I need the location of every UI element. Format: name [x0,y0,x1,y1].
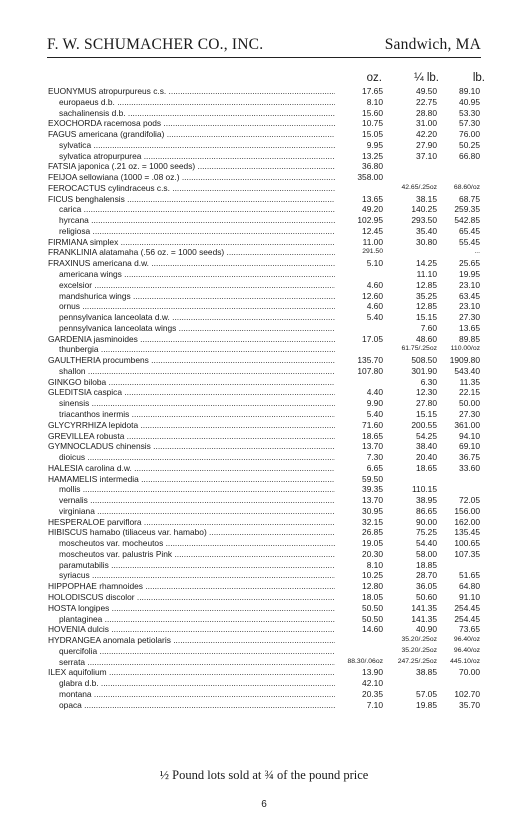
price-quarter-lb: 48.60 [416,333,437,344]
species-name: paramutabilis ..... [59,560,335,571]
price-lb: 23.10 [459,279,480,290]
price-oz: 10.75 [362,118,383,129]
species-name: EXOCHORDA racemosa pods ..... [48,118,335,129]
price-quarter-lb: 40.90 [416,624,437,635]
species-name: GREVILLEA robusta ..... [48,431,335,442]
list-item [48,657,484,668]
list-item [48,237,484,248]
price-quarter-lb: 301.90 [411,365,437,376]
price-lb: 25.65 [459,258,480,269]
list-item [48,108,484,119]
price-list [48,86,484,710]
species-name: vernalis ..... [59,495,335,506]
price-oz: 36.80 [362,161,383,172]
price-oz: 11.00 [362,236,383,247]
species-name: FRANKLINIA alatamaha (.56 oz. = 1000 seeds) ..... [48,247,335,258]
price-lb: 96.40/oz [453,646,480,654]
price-quarter-lb: 58.00 [416,548,437,559]
species-name: FIRMIANA simplex ..... [48,237,335,248]
list-item [48,463,484,474]
price-oz: 13.25 [362,150,383,161]
list-item [48,560,484,571]
price-quarter-lb: 141.35 [411,602,437,613]
price-lb: 50.25 [459,139,480,150]
list-item [48,172,484,183]
price-lb: 107.35 [454,548,480,559]
price-quarter-lb: 15.15 [416,408,437,419]
price-quarter-lb: 18.65 [416,462,437,473]
price-quarter-lb: 38.15 [416,193,437,204]
species-name: HOSTA longipes ..... [48,603,335,614]
price-quarter-lb: 200.55 [411,419,437,430]
species-name: syriacus ..... [59,570,335,581]
price-quarter-lb: 49.50 [416,86,437,96]
company-name: F. W. SCHUMACHER CO., INC. [47,36,264,53]
price-oz: 17.05 [362,333,383,344]
price-quarter-lb: 110.15 [412,484,437,495]
price-lb: 162.00 [454,516,480,527]
price-lb: 63.45 [459,290,480,301]
list-item [48,387,484,398]
price-lb: 89.10 [459,86,480,96]
price-lb: 102.70 [454,688,480,699]
price-oz: 39.35 [362,484,383,495]
price-lb: 542.85 [454,215,480,226]
price-oz: 49.20 [362,204,383,215]
price-oz: 30.95 [362,505,383,516]
price-lb: 1909.80 [449,355,480,366]
list-item [48,183,484,194]
species-name: hyrcana ..... [59,215,335,226]
price-oz: 102.95 [357,215,383,226]
price-quarter-lb: 18.85 [416,559,437,570]
list-item [48,581,484,592]
column-header-oz: oz. [366,72,382,84]
list-item [48,355,484,366]
species-name: GYMNOCLADUS chinensis ..... [48,441,335,452]
price-quarter-lb: 14.25 [416,258,437,269]
list-item [48,614,484,625]
price-lb: 23.10 [459,301,480,312]
species-name: FEIJOA sellowiana (1000 = .08 oz.) ..... [48,172,335,183]
price-oz: 13.70 [362,441,383,452]
price-oz: 6.65 [366,462,383,473]
list-item [48,667,484,678]
price-quarter-lb: 75.25 [416,527,437,538]
price-lb: 91.10 [459,591,480,602]
price-lb: 254.45 [454,602,480,613]
species-name: HOLODISCUS discolor ..... [48,592,335,603]
list-item [48,377,484,388]
list-item [48,366,484,377]
list-item [48,592,484,603]
species-name: moscheutos var. palustris Pink ..... [59,549,335,560]
species-name: HOVENIA dulcis ..... [48,624,335,635]
price-oz: 50.50 [362,613,383,624]
price-oz: 8.10 [366,559,383,570]
price-quarter-lb: 35.40 [416,225,437,236]
price-lb: 50.00 [459,398,480,409]
list-item [48,538,484,549]
list-item [48,452,484,463]
column-header-lb: lb. [472,72,485,84]
price-lb: 70.00 [459,667,480,678]
price-quarter-lb: 90.00 [416,516,437,527]
price-oz: 18.65 [362,430,383,441]
price-quarter-lb: 15.15 [416,312,437,323]
list-item [48,635,484,646]
list-item [48,129,484,140]
price-quarter-lb: 247.25/.25oz [397,657,437,665]
species-name: ILEX aquifolium ..... [48,667,335,678]
price-oz: 358.00 [357,172,383,183]
page-header [47,36,481,56]
species-name: FEROCACTUS cylindraceus c.s. ..... [48,183,335,194]
species-name: moscheutos var. mocheutos ..... [59,538,335,549]
price-quarter-lb: 30.80 [416,236,437,247]
price-lb: 13.65 [459,322,480,333]
list-item [48,431,484,442]
price-lb: 27.30 [459,408,480,419]
price-lb: 94.10 [459,430,480,441]
species-name: dioicus ..... [59,452,335,463]
list-item [48,291,484,302]
list-item [48,269,484,280]
price-lb: 73.65 [459,624,480,635]
price-lb: 68.75 [459,193,480,204]
price-lb: 69.10 [459,441,480,452]
price-quarter-lb: 50.60 [416,591,437,602]
price-quarter-lb: 42.20 [416,129,437,140]
price-quarter-lb: 36.05 [416,581,437,592]
price-oz: 4.40 [366,387,383,398]
list-item [48,495,484,506]
species-name: GARDENIA jasminoides ..... [48,334,335,345]
price-oz: 50.50 [362,602,383,613]
species-name: GLYCYRRHIZA lepidota ..... [48,420,335,431]
price-quarter-lb: 38.85 [416,667,437,678]
price-lb: 65.45 [459,225,480,236]
price-quarter-lb: 35.20/.25oz [401,646,437,654]
price-lb: 68.60/oz [453,183,480,191]
list-item [48,312,484,323]
price-oz: 13.65 [362,193,383,204]
list-item [48,603,484,614]
price-oz: 13.70 [362,495,383,506]
species-name: HAMAMELIS intermedia ..... [48,474,335,485]
species-name: HESPERALOE parviflora ..... [48,517,335,528]
species-name: opaca ..... [59,700,335,711]
list-item [48,140,484,151]
price-lb: 72.05 [459,495,480,506]
price-quarter-lb: 508.50 [411,355,437,366]
species-name: plantaginea ..... [59,614,335,625]
price-lb: 33.60 [459,462,480,473]
price-oz: 5.40 [366,408,383,419]
price-oz: 17.65 [362,86,383,96]
price-oz: 5.10 [366,258,383,269]
price-quarter-lb: 22.75 [416,96,437,107]
species-name: shallon ..... [59,366,335,377]
price-lb: 156.00 [454,505,480,516]
price-oz: 4.60 [366,279,383,290]
price-oz: 20.30 [362,548,383,559]
species-name: sachalinensis d.b. ..... [59,108,335,119]
price-oz: 88.30/.06oz [347,657,383,665]
list-item [48,506,484,517]
price-oz: 107.80 [357,365,383,376]
price-quarter-lb: 86.65 [416,505,437,516]
price-oz: 20.35 [362,688,383,699]
list-item [48,301,484,312]
price-oz: 19.05 [362,538,383,549]
list-item [48,624,484,635]
species-name: europaeus d.b. ..... [59,97,335,108]
price-oz: 4.60 [366,301,383,312]
list-item [48,151,484,162]
price-lb: 57.30 [459,118,480,129]
price-quarter-lb: 6.30 [420,376,437,387]
price-oz: 5.40 [366,312,383,323]
species-name: quercifolia ..... [59,646,335,657]
price-lb: 543.40 [454,365,480,376]
price-oz: 32.15 [362,516,383,527]
list-item [48,226,484,237]
price-lb: 11.35 [459,376,480,387]
list-item [48,549,484,560]
price-lb: 27.30 [459,312,480,323]
list-item [48,527,484,538]
list-item [48,646,484,657]
price-oz: 14.60 [362,624,383,635]
price-quarter-lb: 27.90 [416,139,437,150]
price-lb: 259.35 [454,204,480,215]
species-name: HIBISCUS hamabo (tiliaceus var. hamabo) ..... [48,527,335,538]
price-oz: 7.30 [366,452,383,463]
list-item [48,86,484,97]
price-oz: 8.10 [366,96,383,107]
price-quarter-lb: 57.05 [416,688,437,699]
price-lb: 64.80 [459,581,480,592]
price-quarter-lb: 12.85 [416,279,437,290]
price-quarter-lb: 38.95 [416,495,437,506]
species-name: americana wings ..... [59,269,335,280]
species-name: ornus ..... [59,301,335,312]
list-item [48,700,484,711]
price-oz: 291.50 [362,248,383,256]
price-lb: 19.95 [459,269,480,280]
price-quarter-lb: 54.25 [416,430,437,441]
price-oz: 15.05 [362,129,383,140]
price-lb: 96.40/oz [453,636,480,644]
price-lb: 36.75 [459,452,480,463]
species-name: GLEDITSIA caspica ..... [48,387,335,398]
species-name: religiosa ..... [59,226,335,237]
price-oz: 12.60 [362,290,383,301]
price-lb: 55.45 [459,236,480,247]
price-quarter-lb: 12.30 [416,387,437,398]
price-lb: 254.45 [454,613,480,624]
price-quarter-lb: 61.75/.25oz [401,345,437,353]
price-lb: 53.30 [459,107,480,118]
price-oz: 9.90 [366,398,383,409]
species-name: FAGUS americana (grandifolia) ..... [48,129,335,140]
price-lb: 135.45 [454,527,480,538]
list-item [48,689,484,700]
list-item [48,247,484,258]
species-name: EUONYMUS atropurpureus c.s. ..... [48,86,335,97]
price-lb: 110.00/oz [450,345,480,353]
price-quarter-lb: 38.40 [416,441,437,452]
price-lb: 76.00 [459,129,480,140]
species-name: sylvatica ..... [59,140,335,151]
species-name: triacanthos inermis ..... [59,409,335,420]
price-quarter-lb: 28.70 [416,570,437,581]
price-quarter-lb: 37.10 [416,150,437,161]
species-name: FICUS benghalensis ..... [48,194,335,205]
price-quarter-lb: 20.40 [416,452,437,463]
list-item [48,344,484,355]
list-item [48,678,484,689]
list-item [48,484,484,495]
price-quarter-lb: 54.40 [416,538,437,549]
list-item [48,161,484,172]
species-name: virginiana ..... [59,506,335,517]
price-quarter-lb: 12.85 [416,301,437,312]
species-name: HIPPOPHAE rhamnoides ..... [48,581,335,592]
list-item [48,398,484,409]
price-lb: 35.70 [459,699,480,710]
price-oz: 13.90 [362,667,383,678]
price-lb: 89.85 [459,333,480,344]
price-oz: 10.25 [362,570,383,581]
footer-note: ½ Pound lots sold at ¾ of the pound price [159,768,369,782]
price-oz: 26.85 [362,527,383,538]
species-name: FATSIA japonica (.21 oz. = 1000 seeds) ..... [48,161,335,172]
price-oz: 7.10 [366,699,383,710]
page-number: 6 [261,799,267,810]
species-name: serrata ..... [59,657,335,668]
list-item [48,409,484,420]
price-quarter-lb: 35.25 [416,290,437,301]
species-name: excelsior ..... [59,280,335,291]
price-lb: ... [474,248,480,256]
species-name: HYDRANGEA anomala petiolaris ..... [48,635,335,646]
price-quarter-lb: 35.20/.25oz [401,636,437,644]
list-item [48,474,484,485]
list-item [48,194,484,205]
list-item [48,97,484,108]
species-name: GAULTHERIA procumbens ..... [48,355,335,366]
price-oz: 12.45 [362,225,383,236]
price-quarter-lb: 19.85 [416,699,437,710]
price-oz: 18.05 [362,591,383,602]
price-quarter-lb: 11.10 [416,269,437,280]
species-name: pennsylvanica lanceolata wings ..... [59,323,335,334]
price-quarter-lb: 28.80 [416,107,437,118]
price-oz: 59.50 [362,473,383,484]
price-quarter-lb: 141.35 [411,613,437,624]
species-name: FRAXINUS americana d.w. ..... [48,258,335,269]
species-name: sylvatica atropurpurea ..... [59,151,335,162]
list-item [48,334,484,345]
species-name: carica ..... [59,204,335,215]
price-oz: 71.60 [362,419,383,430]
list-item [48,570,484,581]
species-name: glabra d.b. ..... [59,678,335,689]
price-lb: 40.95 [459,96,480,107]
price-lb: 51.65 [459,570,480,581]
price-quarter-lb: 31.00 [416,118,437,129]
list-item [48,118,484,129]
header-rule [47,57,481,58]
price-lb: 361.00 [454,419,480,430]
price-lb: 22.15 [459,387,480,398]
price-quarter-lb: 42.65/.25oz [401,183,437,191]
price-quarter-lb: 7.60 [420,322,437,333]
price-oz: 12.80 [362,581,383,592]
price-lb: 100.65 [454,538,480,549]
price-quarter-lb: 293.50 [411,215,437,226]
species-name: sinensis ..... [59,398,335,409]
list-item [48,323,484,334]
price-oz: 9.95 [366,139,383,150]
list-item [48,441,484,452]
price-quarter-lb: 140.25 [411,204,437,215]
species-name: HALESIA carolina d.w. ..... [48,463,335,474]
species-name: mollis ..... [59,484,335,495]
species-name: montana ..... [59,689,335,700]
company-location: Sandwich, MA [384,36,481,53]
price-oz: 135.70 [357,355,383,366]
list-item [48,258,484,269]
species-name: GINKGO biloba ..... [48,377,335,388]
species-name: mandshurica wings ..... [59,291,335,302]
list-item [48,280,484,291]
price-oz: 42.10 [362,678,383,689]
price-quarter-lb: 27.80 [416,398,437,409]
price-oz: 15.60 [362,107,383,118]
list-item [48,420,484,431]
column-header-quarter-lb: ¼ lb. [414,72,439,84]
list-item [48,517,484,528]
species-name: pennsylvanica lanceolata d.w. ..... [59,312,335,323]
list-item [48,204,484,215]
price-lb: 445.10/oz [450,657,480,665]
list-item [48,215,484,226]
price-lb: 66.80 [459,150,480,161]
species-name: thunbergia ..... [59,344,335,355]
